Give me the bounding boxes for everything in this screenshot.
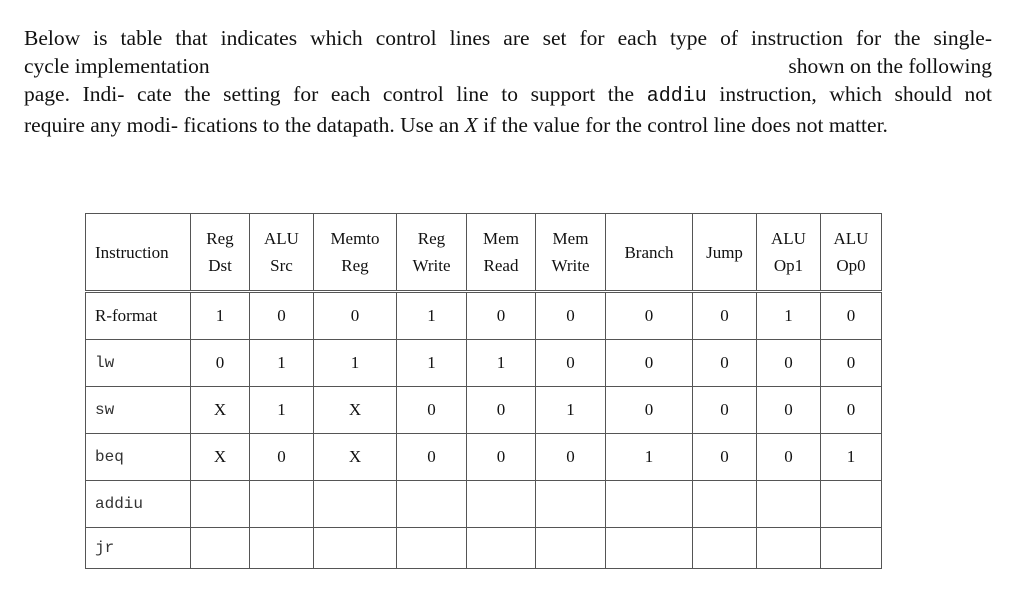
header-text: ALU bbox=[833, 229, 869, 248]
control-value-cell bbox=[314, 481, 397, 528]
header-text: Write bbox=[412, 256, 451, 275]
intro-line-3 bbox=[24, 80, 992, 111]
control-value-cell: X bbox=[191, 434, 250, 481]
control-value-cell: 0 bbox=[536, 340, 606, 387]
table-row bbox=[86, 434, 882, 481]
header-text: Reg bbox=[341, 256, 369, 275]
control-value-cell bbox=[757, 481, 821, 528]
control-value-cell: 1 bbox=[606, 434, 693, 481]
header-text: Memto bbox=[330, 229, 380, 248]
control-value-cell bbox=[821, 481, 882, 528]
x-symbol: X bbox=[464, 113, 478, 137]
intro-line-4 bbox=[24, 111, 992, 139]
addiu-code: addiu bbox=[646, 85, 707, 108]
control-value-cell: 0 bbox=[693, 387, 757, 434]
header-text: Jump bbox=[706, 242, 743, 262]
control-value-cell: 1 bbox=[536, 387, 606, 434]
control-value-cell bbox=[314, 528, 397, 569]
control-value-cell bbox=[821, 528, 882, 569]
control-value-cell bbox=[397, 528, 467, 569]
control-value-cell: 1 bbox=[757, 292, 821, 340]
control-value-cell: 0 bbox=[693, 340, 757, 387]
control-value-cell: 1 bbox=[191, 292, 250, 340]
control-value-cell bbox=[606, 481, 693, 528]
header-cell bbox=[397, 214, 467, 292]
control-value-cell bbox=[757, 528, 821, 569]
table-row bbox=[86, 528, 882, 569]
header-cell bbox=[250, 214, 314, 292]
intro-line-2-right: shown on the following bbox=[788, 54, 992, 78]
header-text: Reg bbox=[417, 229, 446, 248]
control-value-cell: 0 bbox=[606, 292, 693, 340]
header-text: Reg bbox=[206, 229, 234, 248]
header-text: Src bbox=[270, 256, 293, 275]
intro-line-3-post: instruction, which should not bbox=[706, 82, 992, 106]
intro-line-4-post: if the value for the control line does not matter. bbox=[477, 113, 888, 137]
control-value-cell: 0 bbox=[536, 292, 606, 340]
instruction-cell: jr bbox=[86, 528, 191, 569]
header-text: Mem bbox=[552, 229, 589, 248]
control-value-cell: 0 bbox=[467, 434, 536, 481]
control-value-cell: 0 bbox=[314, 292, 397, 340]
header-cell bbox=[86, 214, 191, 292]
header-text: Op1 bbox=[773, 256, 804, 275]
header-cell bbox=[467, 214, 536, 292]
control-value-cell: 0 bbox=[821, 340, 882, 387]
control-value-cell: 0 bbox=[757, 387, 821, 434]
header-text: ALU bbox=[771, 229, 806, 248]
control-value-cell bbox=[693, 481, 757, 528]
control-value-cell bbox=[397, 481, 467, 528]
intro-line-2 bbox=[24, 52, 992, 80]
table-row bbox=[86, 292, 882, 340]
control-value-cell bbox=[536, 481, 606, 528]
instruction-cell: lw bbox=[86, 340, 191, 387]
header-text: Write bbox=[551, 256, 590, 275]
control-value-cell: 0 bbox=[757, 434, 821, 481]
header-cell bbox=[536, 214, 606, 292]
control-value-cell bbox=[606, 528, 693, 569]
intro-line-4-pre: require any modi- fications to the datapath. Use an bbox=[24, 113, 465, 137]
table-header-row bbox=[86, 214, 882, 292]
control-value-cell bbox=[467, 528, 536, 569]
header-text: Dst bbox=[208, 256, 232, 275]
instruction-cell: addiu bbox=[86, 481, 191, 528]
header-text: ALU bbox=[264, 229, 299, 248]
control-value-cell: X bbox=[314, 434, 397, 481]
header-text: Instruction bbox=[95, 242, 169, 262]
control-value-cell bbox=[250, 528, 314, 569]
instruction-cell: R-format bbox=[86, 292, 191, 340]
control-value-cell bbox=[250, 481, 314, 528]
header-cell bbox=[191, 214, 250, 292]
control-value-cell: 0 bbox=[821, 387, 882, 434]
control-value-cell bbox=[693, 528, 757, 569]
table-row bbox=[86, 387, 882, 434]
control-value-cell: 0 bbox=[250, 292, 314, 340]
control-value-cell: 0 bbox=[821, 292, 882, 340]
control-value-cell bbox=[536, 528, 606, 569]
header-cell bbox=[314, 214, 397, 292]
header-cell bbox=[757, 214, 821, 292]
control-value-cell: 1 bbox=[397, 340, 467, 387]
control-value-cell bbox=[467, 481, 536, 528]
control-value-cell: 1 bbox=[821, 434, 882, 481]
control-value-cell: 0 bbox=[250, 434, 314, 481]
control-value-cell: 1 bbox=[250, 340, 314, 387]
control-value-cell: X bbox=[314, 387, 397, 434]
header-text: Branch bbox=[624, 242, 674, 262]
intro-line-1: Below is table that indicates which control lines are set for each type of instruction for the single- bbox=[24, 26, 992, 50]
control-value-cell: 0 bbox=[467, 292, 536, 340]
control-value-cell: 0 bbox=[693, 434, 757, 481]
intro-line-3-pre: page. Indi- cate the setting for each control line to support the bbox=[24, 82, 647, 106]
intro-line-2-left: cycle implementation bbox=[24, 54, 210, 78]
control-value-cell: 1 bbox=[314, 340, 397, 387]
control-value-cell: 0 bbox=[606, 340, 693, 387]
header-text: Mem bbox=[483, 229, 519, 248]
header-text: Op0 bbox=[836, 256, 866, 275]
control-value-cell: 0 bbox=[467, 387, 536, 434]
control-value-cell: 0 bbox=[757, 340, 821, 387]
control-value-cell bbox=[191, 481, 250, 528]
header-cell bbox=[606, 214, 693, 292]
header-cell bbox=[821, 214, 882, 292]
instruction-cell: beq bbox=[86, 434, 191, 481]
table-row bbox=[86, 340, 882, 387]
control-value-cell: 1 bbox=[250, 387, 314, 434]
control-value-cell: 0 bbox=[606, 387, 693, 434]
intro-paragraph bbox=[24, 24, 992, 139]
table-row bbox=[86, 481, 882, 528]
control-value-cell: 1 bbox=[467, 340, 536, 387]
control-lines-table bbox=[85, 213, 882, 569]
control-value-cell: 0 bbox=[536, 434, 606, 481]
control-value-cell: 0 bbox=[191, 340, 250, 387]
control-value-cell: 0 bbox=[397, 387, 467, 434]
control-value-cell: 1 bbox=[397, 292, 467, 340]
control-value-cell: 0 bbox=[397, 434, 467, 481]
control-value-cell bbox=[191, 528, 250, 569]
header-cell bbox=[693, 214, 757, 292]
control-value-cell: X bbox=[191, 387, 250, 434]
instruction-cell: sw bbox=[86, 387, 191, 434]
header-text: Read bbox=[483, 256, 519, 275]
control-value-cell: 0 bbox=[693, 292, 757, 340]
